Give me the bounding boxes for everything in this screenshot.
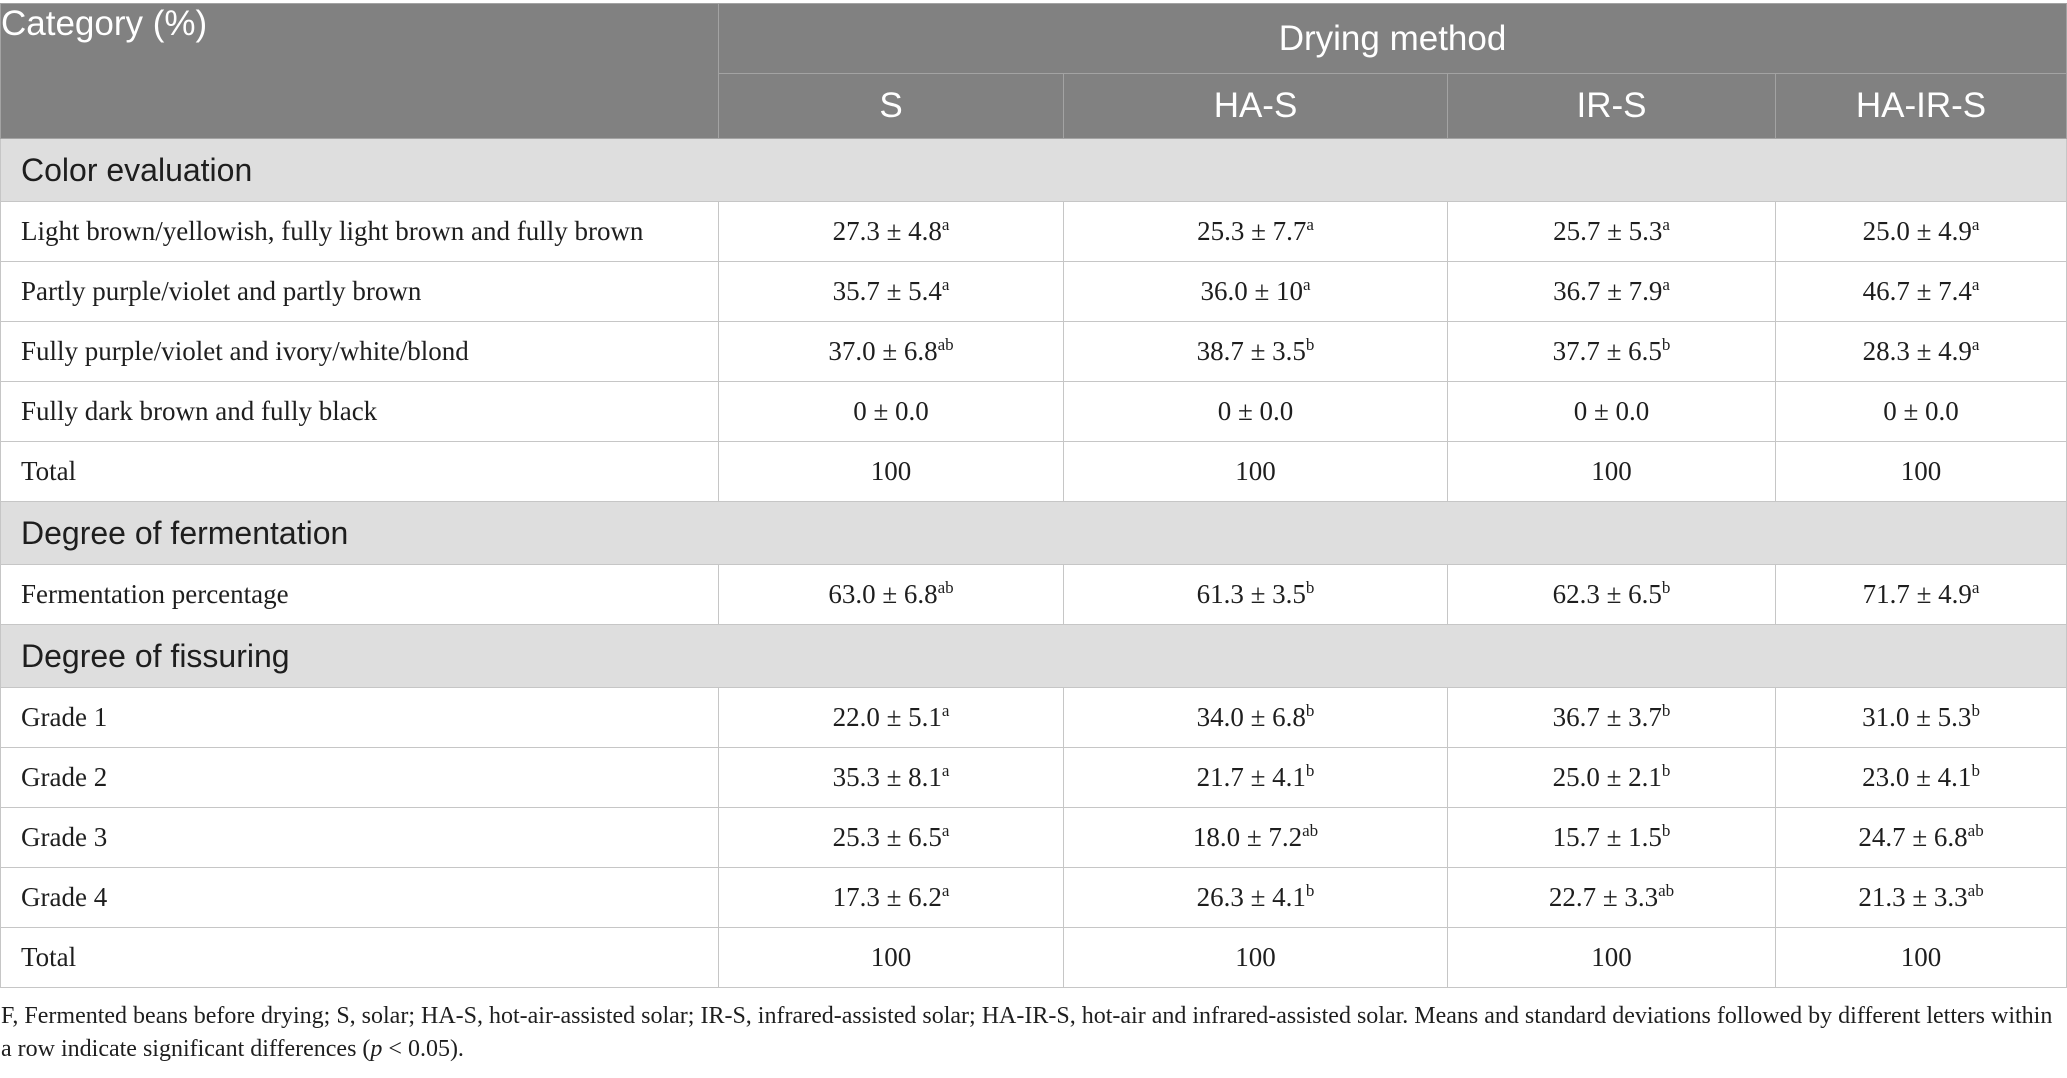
section-header-row — [1, 625, 2067, 688]
category-header: Category (%) — [1, 4, 719, 139]
table-cell — [1064, 382, 1448, 442]
row-label: Total — [1, 928, 719, 988]
table-cell — [719, 565, 1064, 625]
cell-value: 34.0 ± 6.8 — [1196, 702, 1306, 732]
table-cell — [1064, 442, 1448, 502]
table-cell — [1776, 262, 2067, 322]
cell-value: 22.7 ± 3.3 — [1548, 882, 1659, 912]
cell-value: 22.0 ± 5.1 — [832, 702, 942, 732]
table-row — [1, 928, 2067, 988]
significance-letter: a — [1306, 215, 1314, 234]
significance-letter: b — [1971, 701, 1980, 720]
table-row — [1, 442, 2067, 502]
cell-value: 26.3 ± 4.1 — [1196, 882, 1306, 912]
table-footnote — [1, 1000, 2061, 1066]
table-row — [1, 565, 2067, 625]
table-row — [1, 262, 2067, 322]
cell-value: 63.0 ± 6.8 — [828, 579, 938, 609]
table-row — [1, 808, 2067, 868]
footnote-text-end: < 0.05). — [382, 1036, 464, 1062]
cell-value: 31.0 ± 5.3 — [1862, 702, 1972, 732]
significance-letter: b — [1971, 761, 1980, 780]
cell-value: 46.7 ± 7.4 — [1862, 276, 1972, 306]
table-body — [1, 139, 2067, 988]
table-row — [1, 382, 2067, 442]
significance-letter: a — [1971, 215, 1980, 234]
significance-letter: a — [1662, 275, 1670, 294]
cell-value: 61.3 ± 3.5 — [1196, 579, 1306, 609]
cell-value: 100 — [870, 456, 912, 486]
cell-value: 100 — [1235, 456, 1276, 486]
table-cell — [1776, 928, 2067, 988]
significance-letter: a — [941, 275, 950, 294]
table-cell — [1448, 322, 1776, 382]
cell-value: 21.7 ± 4.1 — [1196, 762, 1306, 792]
cell-value: 25.0 ± 2.1 — [1552, 762, 1662, 792]
significance-letter: a — [941, 761, 950, 780]
table-cell — [719, 868, 1064, 928]
row-label: Fully dark brown and fully black — [1, 382, 719, 442]
row-label: Fermentation percentage — [1, 565, 719, 625]
significance-letter: b — [1661, 335, 1671, 354]
header-row-1 — [1, 4, 2067, 74]
table-cell — [1776, 688, 2067, 748]
row-label: Grade 4 — [1, 868, 719, 928]
cell-value: 37.0 ± 6.8 — [828, 336, 938, 366]
significance-letter: a — [941, 215, 950, 234]
cell-value: 25.0 ± 4.9 — [1862, 216, 1972, 246]
row-label: Grade 1 — [1, 688, 719, 748]
significance-letter: a — [1303, 275, 1311, 294]
table-cell — [1776, 868, 2067, 928]
significance-letter: a — [1971, 335, 1980, 354]
cell-value: 15.7 ± 1.5 — [1552, 822, 1662, 852]
cell-value: 100 — [870, 942, 912, 972]
cell-value: 62.3 ± 6.5 — [1552, 579, 1662, 609]
table-cell — [1064, 565, 1448, 625]
significance-letter: a — [941, 701, 950, 720]
table-cell — [719, 688, 1064, 748]
cell-value: 100 — [1591, 456, 1632, 486]
cell-value: 0 ± 0.0 — [1217, 396, 1294, 426]
cell-value: 28.3 ± 4.9 — [1862, 336, 1972, 366]
row-label: Total — [1, 442, 719, 502]
table-cell — [1776, 202, 2067, 262]
cell-value: 25.3 ± 7.7 — [1197, 216, 1307, 246]
table-cell — [1448, 868, 1776, 928]
significance-letter: a — [941, 821, 950, 840]
table-cell — [1448, 262, 1776, 322]
table-cell — [1776, 748, 2067, 808]
cell-value: 36.7 ± 7.9 — [1553, 276, 1663, 306]
significance-letter: b — [1661, 761, 1671, 780]
drying-method-header: Drying method — [719, 4, 2067, 74]
table-cell — [1448, 748, 1776, 808]
cell-value: 0 ± 0.0 — [1573, 396, 1650, 426]
table-cell — [1776, 382, 2067, 442]
cell-value: 25.7 ± 5.3 — [1553, 216, 1663, 246]
cell-value: 100 — [1235, 942, 1276, 972]
cell-value: 38.7 ± 3.5 — [1196, 336, 1306, 366]
results-table — [0, 3, 2067, 988]
column-header-ha-ir-s: HA-IR-S — [1776, 74, 2067, 139]
significance-letter: a — [1662, 215, 1670, 234]
significance-letter: ab — [937, 578, 954, 597]
cell-value: 25.3 ± 6.5 — [832, 822, 942, 852]
significance-letter: ab — [1967, 821, 1984, 840]
section-title: Degree of fissuring — [1, 625, 2067, 688]
cell-value: 35.3 ± 8.1 — [832, 762, 942, 792]
table-cell — [1064, 808, 1448, 868]
table-cell — [1064, 262, 1448, 322]
column-header-s: S — [719, 74, 1064, 139]
table-cell — [1776, 565, 2067, 625]
cell-value: 35.7 ± 5.4 — [832, 276, 942, 306]
cell-value: 23.0 ± 4.1 — [1862, 762, 1972, 792]
row-label: Light brown/yellowish, fully light brown and fully brown — [1, 202, 719, 262]
footnote-text: F, Fermented beans before drying; S, solar; HA-S, hot-air-assisted solar; IR-S, infrared-assisted solar; HA-IR-S, hot-air and infrared-assisted solar. Means and standard deviations followed by different letters within a row indicate significant differences ( — [1, 1003, 2053, 1062]
cell-value: 100 — [1900, 942, 1942, 972]
section-title: Color evaluation — [1, 139, 2067, 202]
row-label: Grade 3 — [1, 808, 719, 868]
cell-value: 37.7 ± 6.5 — [1552, 336, 1662, 366]
significance-letter: b — [1305, 701, 1315, 720]
table-cell — [719, 382, 1064, 442]
cell-value: 100 — [1591, 942, 1632, 972]
section-header-row — [1, 139, 2067, 202]
table-row — [1, 868, 2067, 928]
significance-letter: b — [1305, 578, 1315, 597]
table-cell — [1448, 688, 1776, 748]
table-cell — [1448, 808, 1776, 868]
significance-letter: ab — [1302, 821, 1319, 840]
table-cell — [719, 322, 1064, 382]
cell-value: 100 — [1900, 456, 1942, 486]
significance-letter: a — [1971, 578, 1980, 597]
table-cell — [719, 748, 1064, 808]
significance-letter: b — [1305, 335, 1315, 354]
significance-letter: ab — [1658, 881, 1675, 900]
row-label: Partly purple/violet and partly brown — [1, 262, 719, 322]
table-cell — [1064, 688, 1448, 748]
section-header-row — [1, 502, 2067, 565]
significance-letter: a — [1971, 275, 1980, 294]
cell-value: 71.7 ± 4.9 — [1862, 579, 1972, 609]
table-cell — [1776, 808, 2067, 868]
significance-letter: ab — [937, 335, 954, 354]
significance-letter: b — [1661, 821, 1671, 840]
cell-value: 36.0 ± 10 — [1200, 276, 1304, 306]
row-label: Fully purple/violet and ivory/white/blond — [1, 322, 719, 382]
table-cell — [1064, 202, 1448, 262]
cell-value: 0 ± 0.0 — [853, 396, 929, 426]
table-row — [1, 688, 2067, 748]
significance-letter: b — [1661, 578, 1671, 597]
table-cell — [719, 808, 1064, 868]
cell-value: 17.3 ± 6.2 — [832, 882, 942, 912]
table-cell — [1448, 382, 1776, 442]
column-header-ir-s: IR-S — [1448, 74, 1776, 139]
table-cell — [1448, 928, 1776, 988]
cell-value: 18.0 ± 7.2 — [1192, 822, 1303, 852]
table-cell — [1064, 928, 1448, 988]
table-cell — [1448, 565, 1776, 625]
significance-letter: ab — [1967, 881, 1984, 900]
table-cell — [1448, 442, 1776, 502]
table-cell — [719, 442, 1064, 502]
cell-value: 24.7 ± 6.8 — [1858, 822, 1968, 852]
table-row — [1, 202, 2067, 262]
significance-letter: a — [941, 881, 950, 900]
cell-value: 36.7 ± 3.7 — [1552, 702, 1662, 732]
row-label: Grade 2 — [1, 748, 719, 808]
column-header-ha-s: HA-S — [1064, 74, 1448, 139]
table-cell — [719, 928, 1064, 988]
significance-letter: b — [1661, 701, 1671, 720]
table-cell — [1448, 202, 1776, 262]
cell-value: 21.3 ± 3.3 — [1858, 882, 1968, 912]
footnote-p-symbol: p — [370, 1036, 383, 1062]
table-cell — [1064, 868, 1448, 928]
table-cell — [719, 262, 1064, 322]
cell-value: 27.3 ± 4.8 — [832, 216, 942, 246]
table-row — [1, 322, 2067, 382]
table-cell — [1776, 322, 2067, 382]
table-cell — [1064, 322, 1448, 382]
significance-letter: b — [1305, 761, 1315, 780]
section-title: Degree of fermentation — [1, 502, 2067, 565]
table-cell — [1776, 442, 2067, 502]
table-cell — [719, 202, 1064, 262]
table-row — [1, 748, 2067, 808]
cell-value: 0 ± 0.0 — [1883, 396, 1959, 426]
significance-letter: b — [1305, 881, 1315, 900]
table-cell — [1064, 748, 1448, 808]
